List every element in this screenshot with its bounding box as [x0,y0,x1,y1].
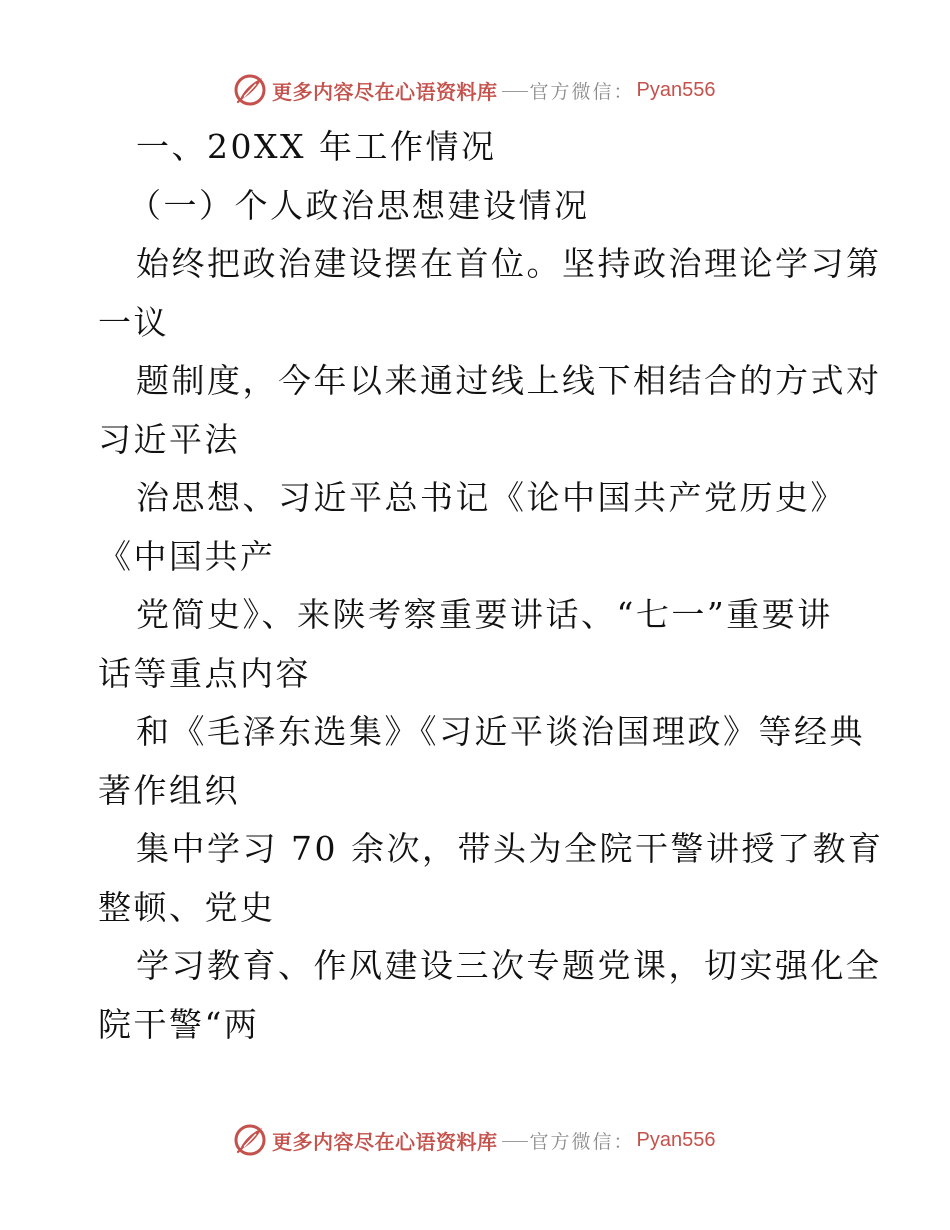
watermark-library-text: 更多内容尽在心语资料库 [272,79,498,104]
paragraph-line: 话等重点内容 [98,653,311,693]
watermark-official-label: 官方微信： [529,80,635,103]
document-body [98,118,884,1054]
paragraph-line: 著作组织 [98,770,240,810]
paragraph-line: 学习教育、作风建设三次专题党课，切实强化全 [136,946,882,985]
watermark-divider [502,91,528,92]
watermark-official-label: 官方微信： [529,1130,635,1153]
paragraph-line: 和《毛泽东选集》《习近平谈治国理政》等经典 [136,712,865,751]
paragraph-line: 《中国共产 [98,536,276,576]
paragraph-line: 习近平法 [98,419,240,459]
paragraph-line: 始终把政治建设摆在首位。坚持政治理论学习第 [136,244,882,283]
watermark-library-text: 更多内容尽在心语资料库 [272,1129,498,1154]
watermark-divider [502,1141,528,1142]
feather-pen-logo-icon [232,1122,268,1158]
footer-watermark [232,1122,715,1158]
header-watermark [232,72,715,108]
paragraph-line: 一议 [98,302,169,342]
paragraph-line: 党简史》、来陕考察重要讲话、“七一”重要讲 [136,595,833,634]
paragraph-line: 院干警“两 [98,1004,260,1044]
paragraph-line: 题制度，今年以来通过线上线下相结合的方式对 [136,361,882,400]
watermark-wechat-id: Pyan556 [636,78,716,101]
paragraph-line: 治思想、习近平总书记《论中国共产党历史》 [136,478,846,517]
feather-pen-logo-icon [232,72,268,108]
paragraph-line: 集中学习 70 余次，带头为全院干警讲授了教育 [136,829,884,868]
watermark-wechat-id: Pyan556 [636,1128,716,1151]
section-heading: 一、20XX 年工作情况 [136,127,497,166]
paragraph-line: 整顿、党史 [98,887,276,927]
subsection-heading: （一）个人政治思想建设情况 [128,185,590,225]
